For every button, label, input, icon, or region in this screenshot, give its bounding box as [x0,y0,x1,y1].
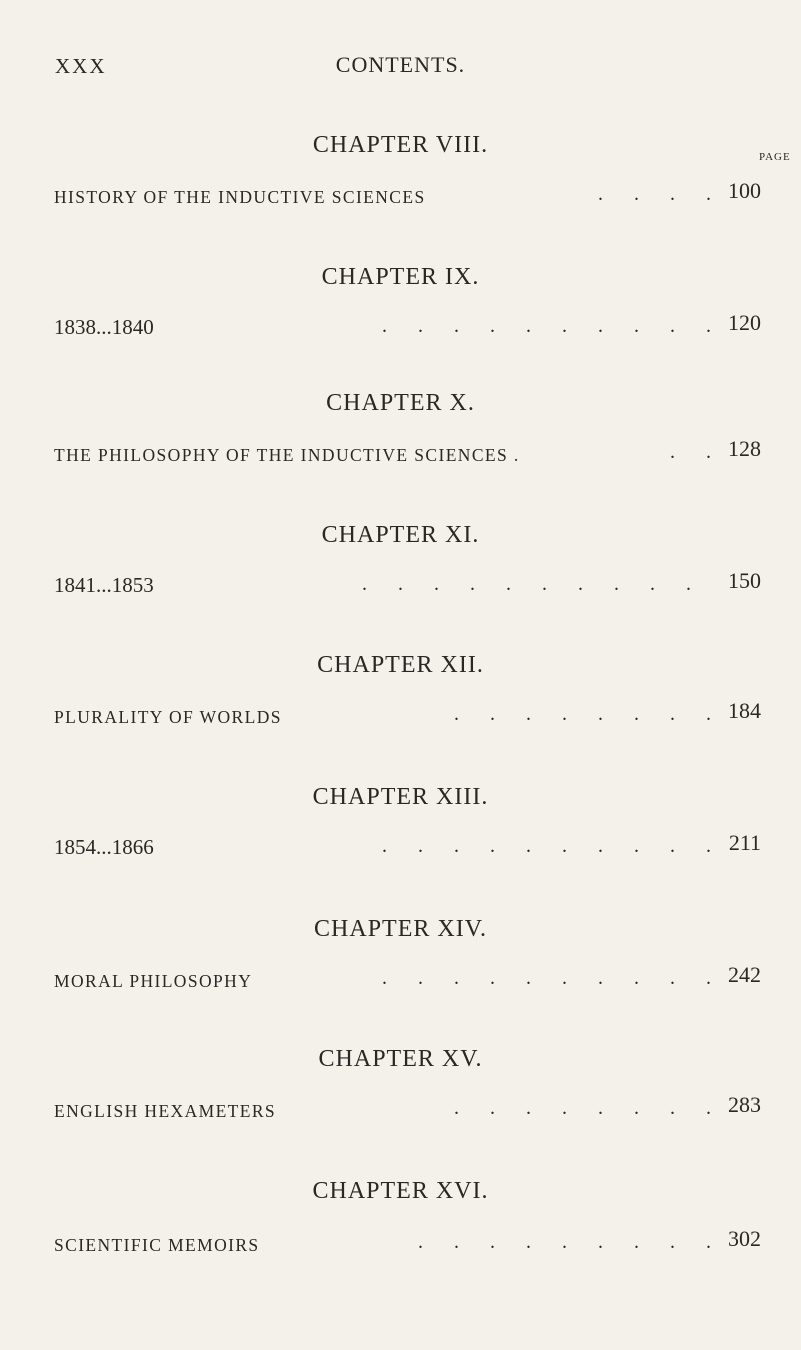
dot-leaders: . . . . . . . . . . [382,967,711,989]
dot-leaders: . . . . [598,183,711,205]
toc-entry[interactable] [54,180,761,210]
toc-entry[interactable] [54,312,761,342]
chapter-heading: CHAPTER X. [326,390,475,416]
page-column-label: PAGE [759,151,791,163]
dot-leaders: . . [670,441,711,463]
entry-page-number: 242 [728,962,761,987]
toc-entry[interactable] [54,700,761,730]
entry-page-number: 283 [728,1092,761,1117]
toc-entry[interactable] [54,832,761,862]
toc-entry[interactable] [54,438,761,468]
chapter-heading: CHAPTER XI. [321,522,480,548]
roman-page-number: XXX [55,54,107,78]
entry-title: HISTORY OF THE INDUCTIVE SCIENCES [54,187,426,207]
entry-title: THE PHILOSOPHY OF THE INDUCTIVE SCIENCES . [54,445,520,465]
entry-title: ENGLISH HEXAMETERS [54,1101,277,1121]
entry-page-number: 150 [728,568,761,593]
chapter-heading: CHAPTER XII. [317,652,484,678]
dot-leaders: . . . . . . . . [454,1097,711,1119]
entry-page-number: 184 [728,698,761,723]
page-title: CONTENTS. [335,52,466,77]
entry-page-number: 211 [728,830,761,855]
entry-title: SCIENTIFIC MEMOIRS [54,1235,260,1255]
dot-leaders: . . . . . . . . . . [382,315,711,337]
chapter-heading: CHAPTER XIII. [312,784,489,810]
dot-leaders: . . . . . . . . . . [362,573,691,595]
toc-entry[interactable] [54,1228,761,1258]
chapter-heading: CHAPTER XV. [318,1046,483,1072]
chapter-heading: CHAPTER IX. [321,264,480,290]
dot-leaders: . . . . . . . . . . [382,835,711,857]
entry-page-number: 120 [728,310,761,335]
chapter-heading: CHAPTER VIII. [312,132,489,158]
entry-title: PLURALITY OF WORLDS [54,707,282,727]
dot-leaders: . . . . . . . . [454,703,711,725]
entry-page-number: 128 [728,436,761,461]
entry-title: MORAL PHILOSOPHY [54,971,253,991]
dot-leaders: . . . . . . . . . [418,1231,711,1253]
toc-entry[interactable] [54,1094,761,1124]
entry-title: 1854...1866 [54,835,154,859]
entry-title: 1838...1840 [54,315,154,339]
chapter-heading: CHAPTER XIV. [314,916,487,942]
entry-title: 1841...1853 [54,573,154,597]
entry-page-number: 100 [728,178,761,203]
chapter-heading: CHAPTER XVI. [312,1178,489,1204]
toc-entry[interactable] [54,570,761,600]
entry-page-number: 302 [728,1226,761,1251]
toc-entry[interactable] [54,964,761,994]
